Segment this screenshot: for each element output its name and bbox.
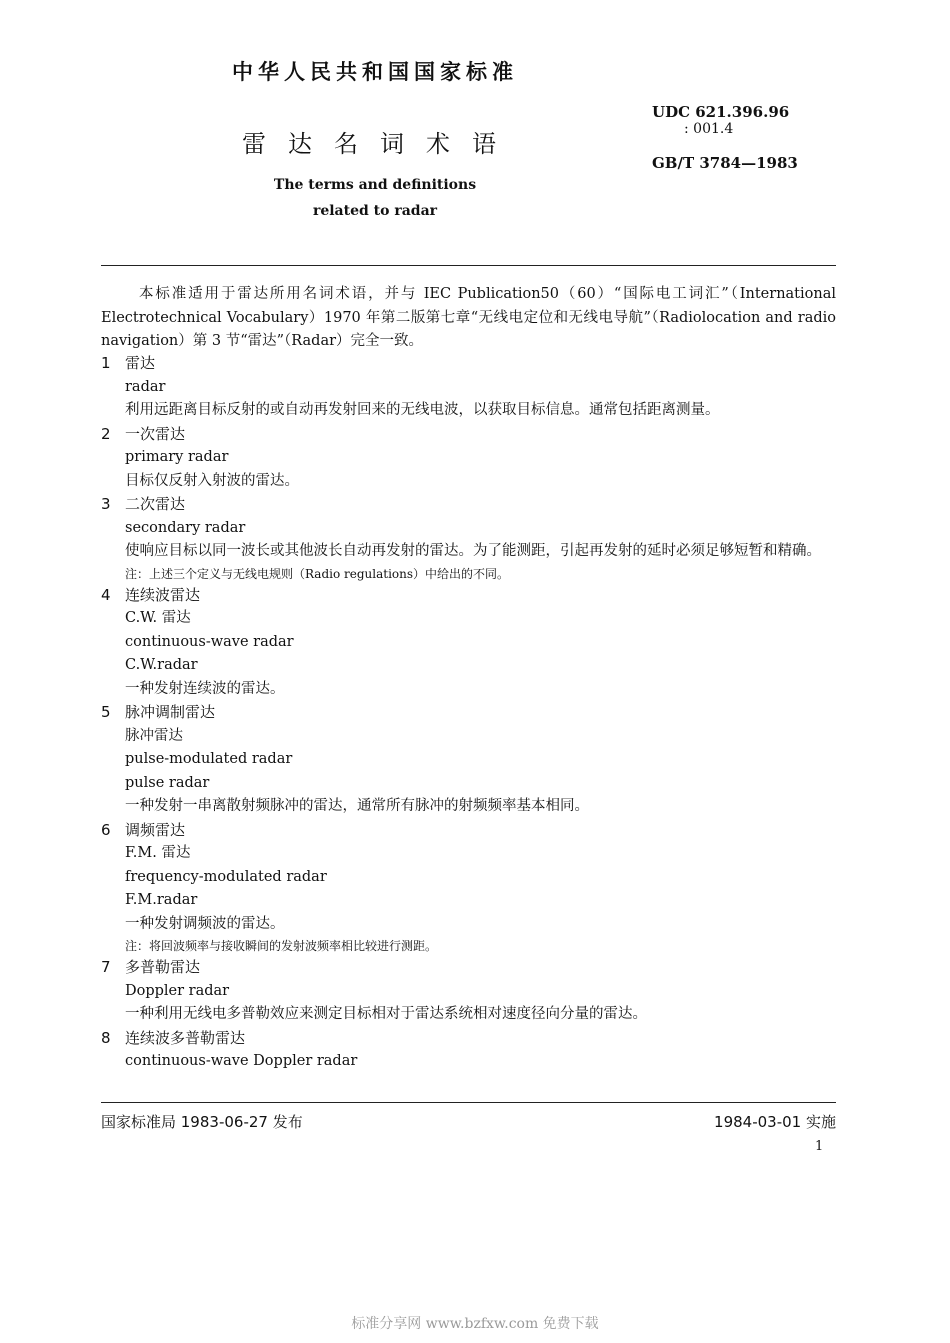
site-watermark: 标准分享网 www.bzfxw.com 免费下载	[351, 1316, 599, 1332]
term-line: continuous-wave Doppler radar	[125, 1053, 358, 1069]
term-line: secondary radar	[125, 519, 246, 536]
term-line: 利用远距离目标反射的或自动再发射回来的无线电波，以获取目标信息。通常包括距离测量。	[125, 402, 720, 418]
term-entry	[101, 1027, 836, 1074]
term-entry	[101, 819, 836, 957]
term-heading	[101, 701, 836, 725]
term-number: 5	[101, 703, 111, 721]
term-entry	[101, 701, 836, 819]
term-note: 注：上述三个定义与无线电规则（Radio regulations）中给出的不同。	[125, 566, 510, 581]
term-entry	[101, 493, 836, 584]
term-number: 7	[101, 958, 111, 976]
term-name: 雷达	[125, 354, 156, 372]
footer-divider	[101, 1102, 836, 1103]
udc-code-continued: : 001.4	[684, 121, 734, 137]
publish-date: 国家标准局 1983-06-27 发布	[101, 1113, 303, 1131]
term-heading	[101, 493, 836, 517]
term-heading	[101, 956, 836, 980]
term-line: C.W.radar	[125, 657, 198, 673]
term-line: Doppler radar	[125, 982, 230, 999]
term-line: 一种发射一串离散射频脉冲的雷达，通常所有脉冲的射频频率基本相同。	[125, 798, 589, 814]
term-line: F.M.radar	[125, 892, 198, 908]
term-entry	[101, 584, 836, 702]
term-line: radar	[125, 378, 166, 395]
document-title-en-line2: related to radar	[312, 203, 438, 219]
term-heading	[101, 423, 836, 447]
document-title-en-line1: The terms and definitions	[273, 177, 477, 193]
udc-code: UDC 621.396.96	[652, 103, 790, 121]
term-number: 3	[101, 495, 111, 513]
term-number: 2	[101, 424, 111, 443]
term-line: frequency-modulated radar	[125, 868, 327, 885]
term-note: 注：将回波频率与接收瞬间的发射波频率相比较进行测距。	[125, 939, 438, 953]
effective-date: 1984-03-01 实施	[714, 1113, 836, 1131]
term-heading	[101, 1027, 836, 1051]
standard-number: GB/T 3784—1983	[652, 154, 798, 172]
term-line: pulse radar	[125, 774, 210, 791]
term-line: 脉冲雷达	[125, 727, 183, 744]
term-name: 多普勒雷达	[125, 958, 201, 976]
term-line: C.W. 雷达	[125, 610, 191, 626]
term-entry	[101, 352, 836, 423]
term-name: 调频雷达	[125, 820, 186, 839]
term-name: 脉冲调制雷达	[125, 703, 216, 721]
term-line: 目标仅反射入射波的雷达。	[125, 472, 299, 489]
page-number: 1	[815, 1139, 824, 1154]
term-number: 1	[101, 354, 111, 372]
term-line: pulse-modulated radar	[125, 751, 293, 767]
term-number: 8	[101, 1028, 111, 1047]
term-line: 一种利用无线电多普勒效应来测定目标相对于雷达系统相对速度径向分量的雷达。	[125, 1006, 647, 1022]
term-heading	[101, 352, 836, 376]
document-title-cn: 雷达名词术语	[242, 130, 518, 158]
term-line: continuous-wave radar	[125, 633, 294, 650]
term-line: 一种发射调频波的雷达。	[125, 915, 285, 932]
term-entry	[101, 956, 836, 1027]
term-entry	[101, 423, 836, 494]
term-number: 6	[101, 820, 111, 839]
intro-paragraph: 本标准适用于雷达所用名词术语，并与 IEC Publication50（60）“国际电工词汇”（International Electrotechnical Vocabulary）1970 年第二版第七章“无线电定位和无线电导航”（Radiolocation and radio navigation）第 3 节“雷达”（Radar）完全一致。	[101, 286, 836, 349]
term-entries	[101, 352, 836, 1074]
term-line: 一种发射连续波的雷达。	[125, 680, 285, 697]
term-line: F.M. 雷达	[125, 845, 191, 861]
issuing-nation-heading: 中华人民共和国国家标准	[232, 60, 518, 84]
term-name: 连续波多普勒雷达	[125, 1028, 246, 1047]
term-number: 4	[101, 585, 111, 604]
term-line: primary radar	[125, 449, 229, 465]
term-heading	[101, 584, 836, 608]
term-name: 一次雷达	[125, 424, 186, 443]
header-divider	[101, 265, 836, 266]
term-name: 连续波雷达	[125, 585, 201, 604]
term-name: 二次雷达	[125, 495, 186, 513]
term-heading	[101, 819, 836, 843]
term-line: 使响应目标以同一波长或其他波长自动再发射的雷达。为了能测距，引起再发射的延时必须足够短暂和精确。	[125, 543, 821, 559]
